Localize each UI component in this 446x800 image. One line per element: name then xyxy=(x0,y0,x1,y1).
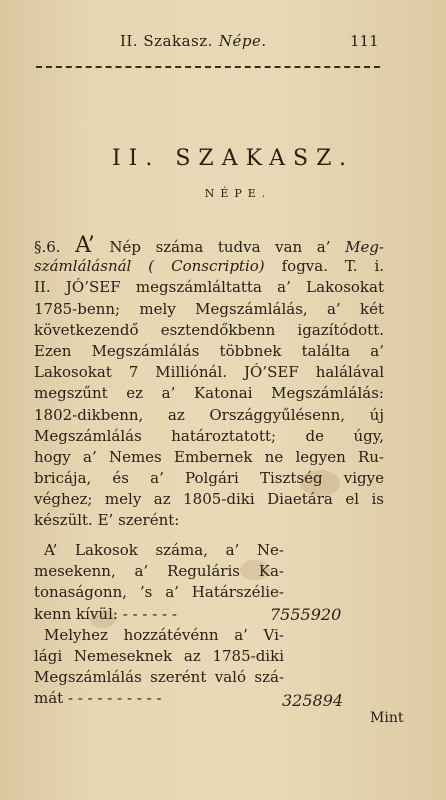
text-run: 1802-dikbenn, az Országgyűlésenn, új xyxy=(34,405,384,424)
text-line xyxy=(34,510,384,531)
running-head xyxy=(120,32,267,50)
text-run: 1785-benn; mely Megszámlálás, a’ két xyxy=(34,299,384,318)
text-run: Nép száma tudva van a’ xyxy=(94,238,346,256)
page-header xyxy=(0,32,446,56)
text-line xyxy=(34,256,384,277)
running-head-italic: Népe. xyxy=(218,32,267,50)
page-number: 111 xyxy=(350,32,379,50)
list-item-value: 7555920 xyxy=(270,605,342,624)
text-line xyxy=(34,405,384,426)
text-run: II. JÓ’SEF megszámláltatta a’ Lakosokat xyxy=(34,278,384,297)
paragraph xyxy=(34,235,384,532)
list-item-value: 325894 xyxy=(282,691,344,710)
text-run: véghez; mely az 1805-diki Diaetára el is xyxy=(34,490,384,509)
text-line: A’ Lakosok száma, a’ Ne- xyxy=(44,541,284,559)
text-run: megszűnt ez a’ Katonai Megszámlálás: xyxy=(34,384,384,403)
text-run: A’ xyxy=(75,233,95,258)
list-item xyxy=(34,540,284,625)
text-line xyxy=(34,235,384,256)
text-line xyxy=(34,320,384,341)
text-line xyxy=(34,426,384,447)
text-line xyxy=(34,277,384,298)
text-run: számlálásnál ( Conscriptio) xyxy=(34,257,265,276)
text-line xyxy=(34,489,384,510)
text-line xyxy=(34,447,384,468)
text-run: hogy a’ Nemes Embernek ne legyen Ru- xyxy=(34,447,384,466)
text-line xyxy=(34,468,384,489)
header-rule xyxy=(36,66,380,71)
text-line: mát - - - - - - - - - - xyxy=(34,689,162,708)
text-run: Lakosokat 7 Milliónál. JÓ’SEF halálával xyxy=(34,363,384,382)
text-line: kenn kívül: - - - - - - xyxy=(34,604,177,623)
population-list xyxy=(34,540,429,726)
text-run: Ezen Megszámlálás többnek találta a’ xyxy=(34,341,384,360)
text-line xyxy=(34,299,384,320)
text-line xyxy=(34,341,384,362)
text-run: készült. E’ szerént: xyxy=(34,511,180,530)
text-run: bricája, és a’ Polgári Tisztség vigye xyxy=(34,469,384,488)
text-line: mesekenn, a’ Reguláris Ka- xyxy=(34,562,284,581)
text-run: következendő esztendőkbenn igazítódott. xyxy=(34,320,384,339)
text-run: fogva. T. i. xyxy=(264,257,385,276)
catchword: Mint xyxy=(370,710,404,726)
text-run: Megszámlálás határoztatott; de úgy, xyxy=(34,426,384,445)
text-line: tonaságonn, ’s a’ Határszélie- xyxy=(34,583,284,602)
running-head-text: II. Szakasz. xyxy=(120,32,213,50)
section-subtitle: NÉPE. xyxy=(204,187,272,200)
text-run: Meg- xyxy=(345,238,384,256)
list-item xyxy=(34,625,284,710)
text-line: Melyhez hozzátévénn a’ Vi- xyxy=(44,625,284,644)
text-line: lági Nemeseknek az 1785-diki xyxy=(34,646,284,665)
section-title: II. SZAKASZ. xyxy=(111,146,354,171)
text-run: §.6. xyxy=(34,238,76,256)
text-line xyxy=(34,362,384,383)
text-line: Megszámlálás szerént való szá- xyxy=(34,668,284,687)
text-line xyxy=(34,383,384,404)
